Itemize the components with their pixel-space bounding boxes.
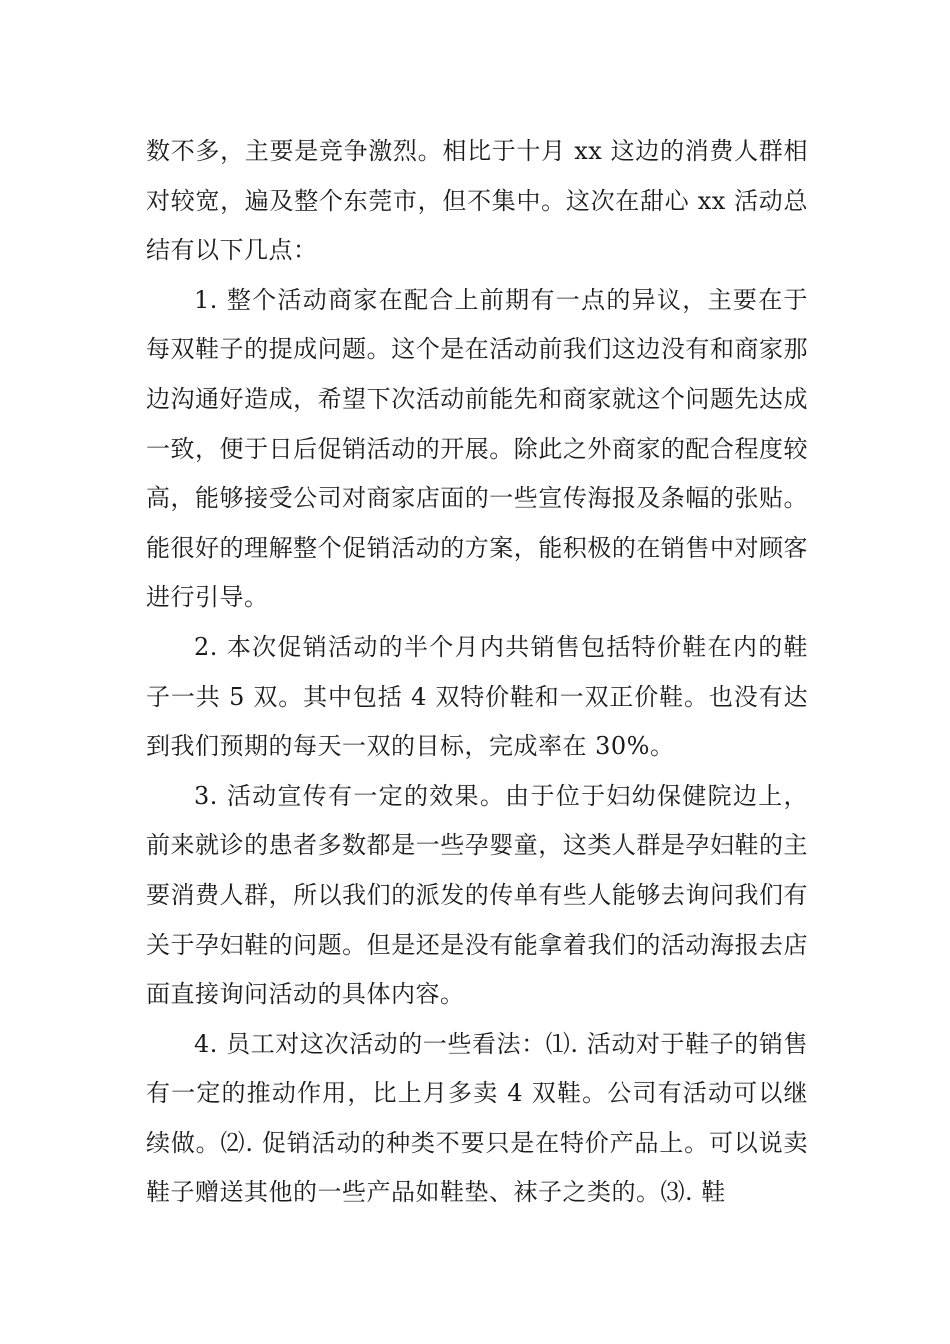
paragraph-point-1: 1. 整个活动商家在配合上前期有一点的异议，主要在于每双鞋子的提成问题。这个是在活动前我们这边没有和商家那边沟通好造成，希望下次活动前能先和商家就这个问题先达成一致，便于日后促销活动的开展。除此之外商家的配合程度较高，能够接受公司对商家店面的一些宣传海报及条幅的张贴。能很好的理解整个促销活动的方案，能积极的在销售中对顾客进行引导。	[146, 285, 808, 612]
paragraph-point-4: 4. 员工对这次活动的一些看法：⑴. 活动对于鞋子的销售有一定的推动作用，比上月多卖 4 双鞋。公司有活动可以继续做。⑵. 促销活动的种类不要只是在特价产品上。可以说卖鞋子赠送其他的一些产品如鞋垫、袜子之类的。⑶. 鞋	[146, 1029, 808, 1207]
paragraph-intro: 数不多，主要是竞争激烈。相比于十月 xx 这边的消费人群相对较宽，遍及整个东莞市，但不集中。这次在甜心 xx 活动总结有以下几点：	[146, 137, 808, 265]
paragraph-point-2: 2. 本次促销活动的半个月内共销售包括特价鞋在内的鞋子一共 5 双。其中包括 4 双特价鞋和一双正价鞋。也没有达到我们预期的每天一双的目标，完成率在 30%。	[146, 632, 808, 761]
paragraph-point-3: 3. 活动宣传有一定的效果。由于位于妇幼保健院边上，前来就诊的患者多数都是一些孕婴童，这类人群是孕妇鞋的主要消费人群，所以我们的派发的传单有些人能够去询问我们有关于孕妇鞋的问题。但是还是没有能拿着我们的活动海报去店面直接询问活动的具体内容。	[146, 781, 808, 1009]
document-body	[146, 127, 808, 1218]
